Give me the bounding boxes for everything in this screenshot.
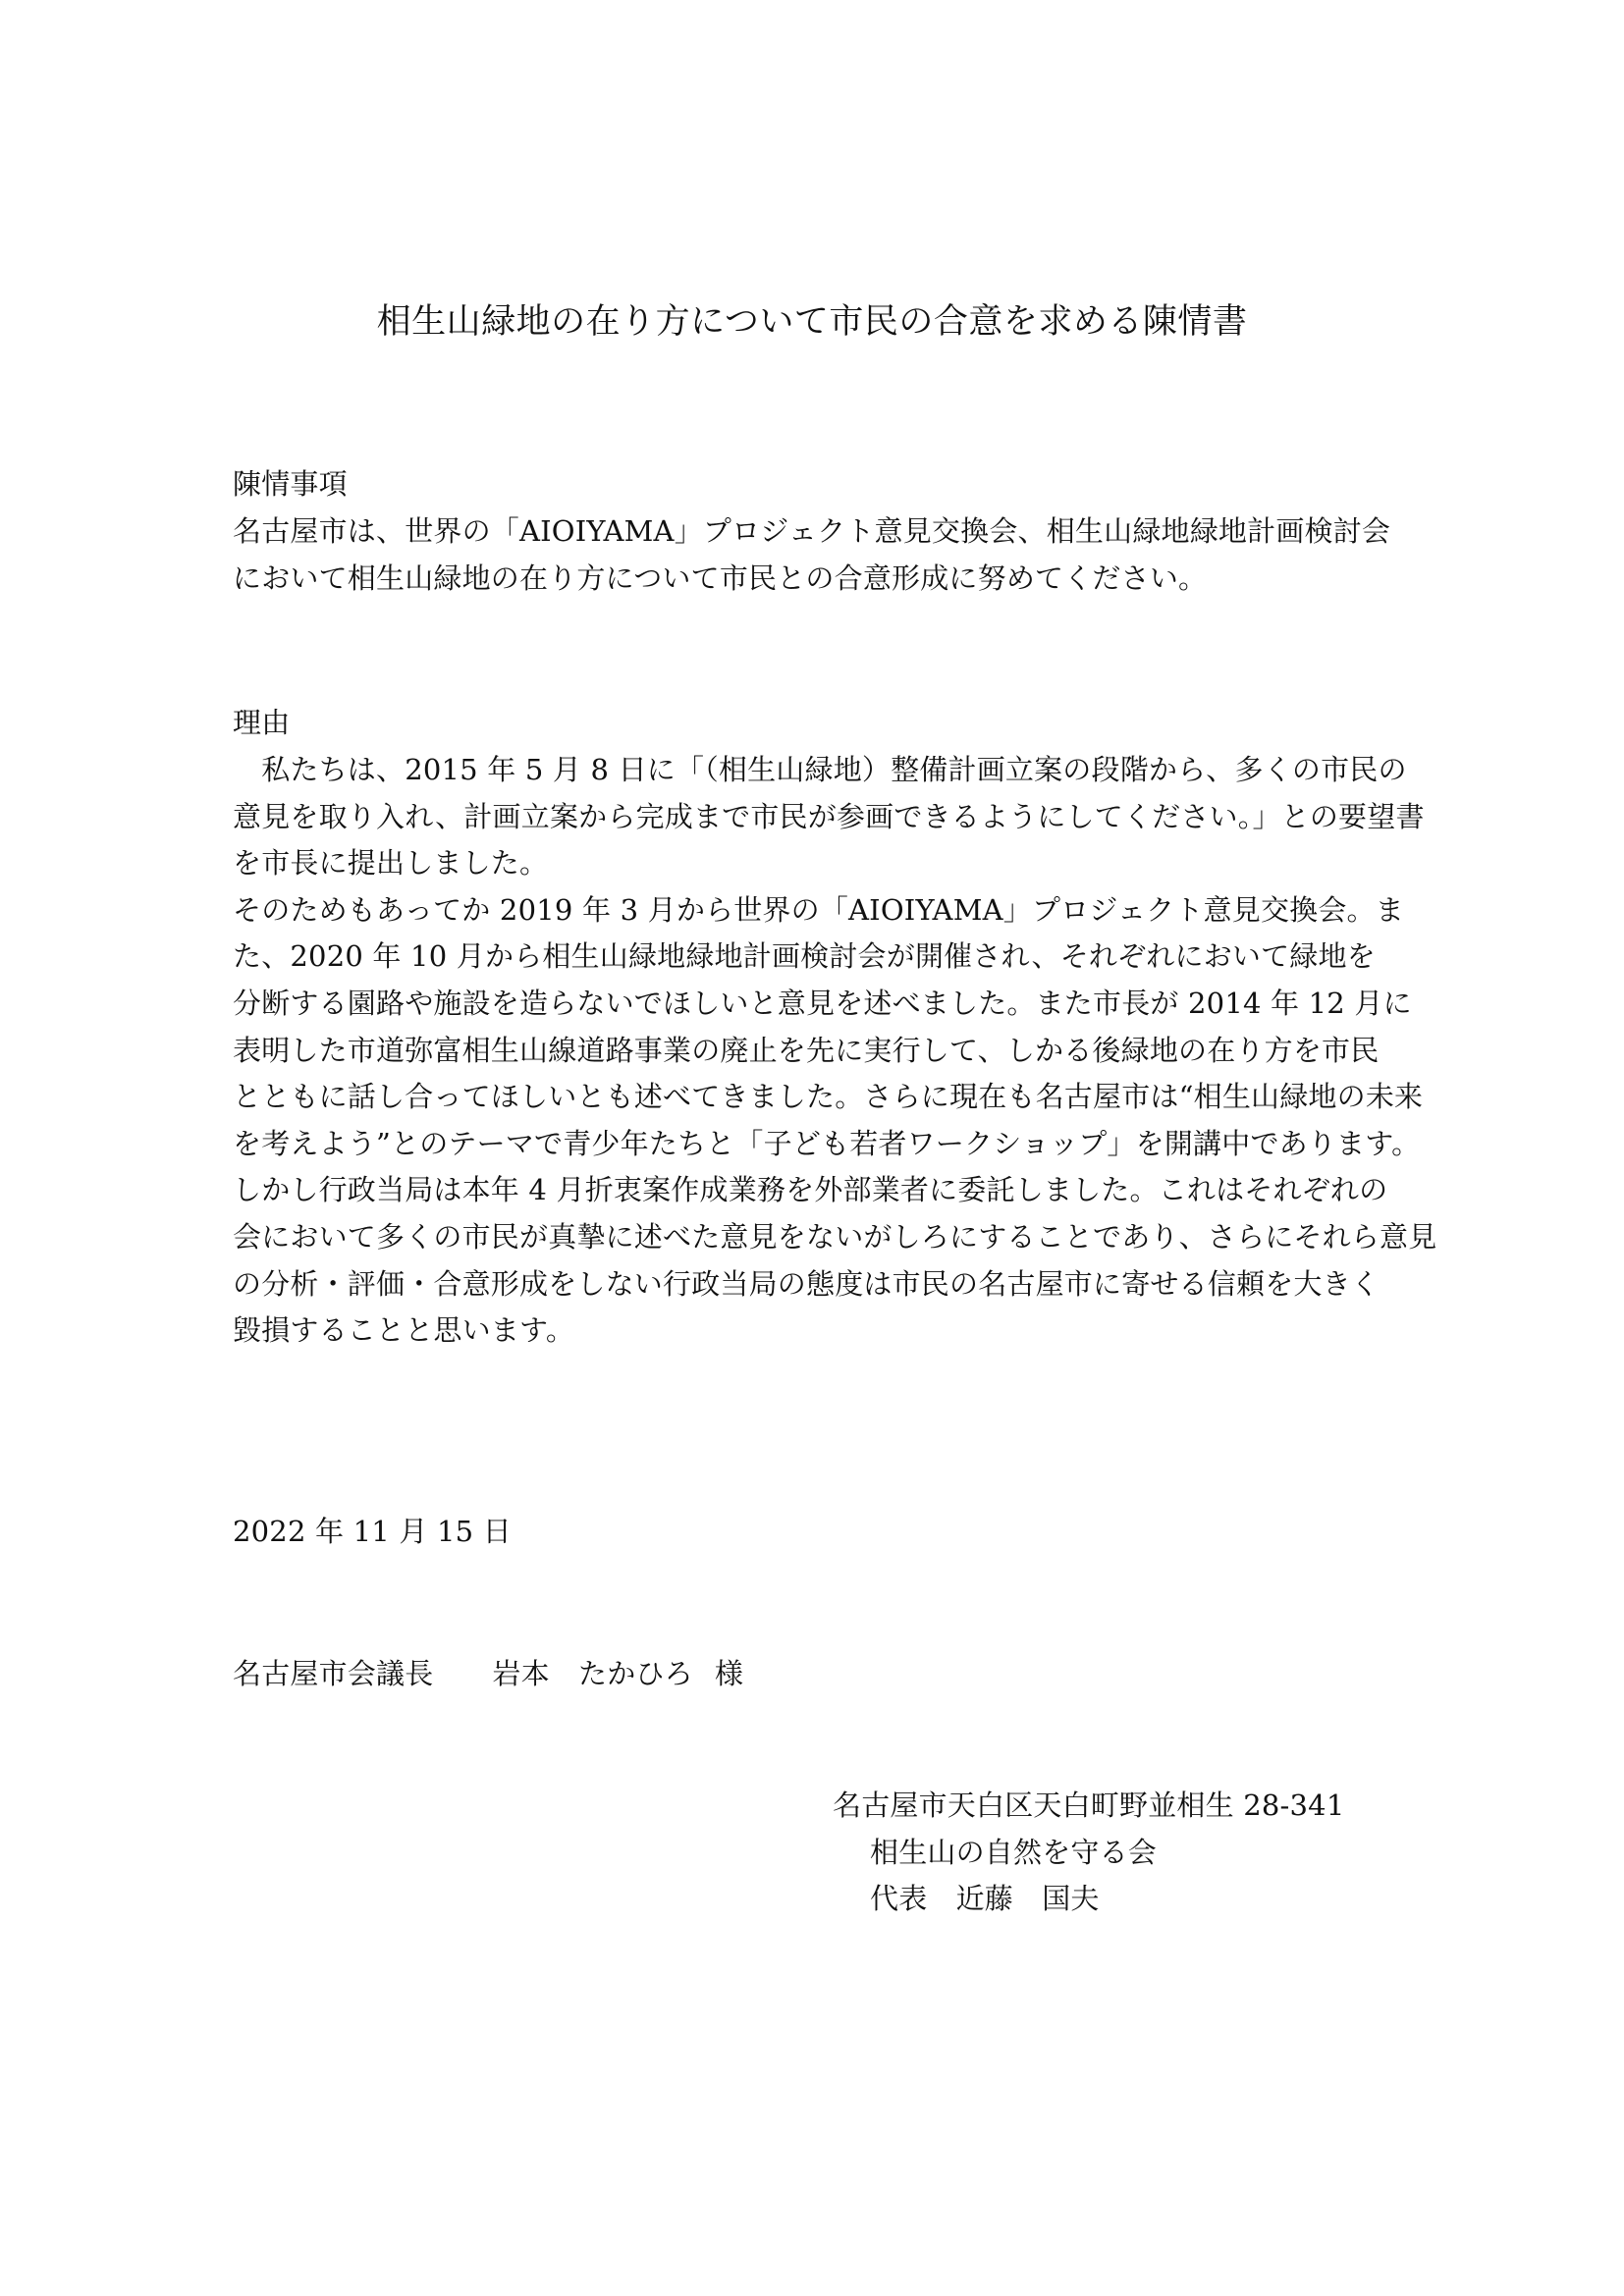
petition-line: において相生山緑地の在り方について市民との合意形成に努めてください。 (233, 561, 1208, 595)
petition-heading-text: 陳情事項 (233, 467, 348, 501)
reason-line: 分断する園路や施設を造らないでほしいと意見を述べました。また市長が 2014 年 12 月に (233, 986, 1412, 1020)
sender-organization: 相生山の自然を守る会 (870, 1835, 1158, 1869)
reason-heading-text: 理由 (233, 706, 291, 739)
addressee-office: 名古屋市会議長 (233, 1657, 434, 1690)
addressee-row (233, 1651, 1401, 1698)
sender-representative: 代表 近藤 国夫 (870, 1882, 1100, 1916)
reason-line: を市長に提出しました。 (233, 846, 549, 881)
reason-line: とともに話し合ってほしいとも述べてきました。さらに現在も名古屋市は“相生山緑地の未来 (233, 1080, 1424, 1114)
reason-line: しかし行政当局は本年 4 月折衷案作成業務を外部業者に委託しました。これはそれぞれの (233, 1173, 1388, 1207)
addressee-honorific: 様 (714, 1657, 744, 1690)
reason-line: 表明した市道弥富相生山線道路事業の廃止を先に実行して、しかる後緑地の在り方を市民 (233, 1033, 1380, 1067)
addressee (233, 1651, 1401, 1698)
sender-block (833, 1783, 1382, 1923)
reason-line: 毀損することと思います。 (233, 1313, 575, 1348)
document-title: 相生山緑地の在り方について市民の合意を求める陳情書 (376, 302, 1248, 342)
reason-line: そのためもあってか 2019 年 3 月から世界の「AIOIYAMA」プロジェクト意見交換会。ま (233, 892, 1404, 927)
petition-body (233, 508, 1401, 602)
date-text: 2022 年 11 月 15 日 (233, 1515, 512, 1548)
petition-line: 名古屋市は、世界の「AIOIYAMA」プロジェクト意見交換会、相生山緑地緑地計画検討会 (233, 514, 1391, 548)
reason-line: 意見を取り入れ、計画立案から完成まで市民が参画できるようにしてください。」との要望書 (233, 799, 1425, 833)
reason-line: の分析・評価・合意形成をしない行政当局の態度は市民の名古屋市に寄せる信頼を大きく (233, 1266, 1380, 1301)
petition-heading (233, 461, 1401, 508)
reason-line: 私たちは、2015 年 5 月 8 日に「（相生山緑地）整備計画立案の段階から、多くの市民の (233, 753, 1407, 786)
addressee-name: 岩本 たかひろ (492, 1657, 693, 1690)
reason-line: 会において多くの市民が真摯に述べた意見をないがしろにすることであり、さらにそれら意見 (233, 1219, 1437, 1254)
reason-body (233, 747, 1437, 1355)
reason-line: た、2020 年 10 月から相生山緑地緑地計画検討会が開催され、それぞれにおいて緑地を (233, 939, 1376, 974)
document-date (233, 1509, 1401, 1556)
reason-heading (233, 700, 1401, 747)
reason-line: を考えよう”とのテーマで青少年たちと「子ども若者ワークショップ」を開講中であります。 (233, 1126, 1421, 1160)
sender-address: 名古屋市天白区天白町野並相生 28-341 (833, 1789, 1345, 1822)
